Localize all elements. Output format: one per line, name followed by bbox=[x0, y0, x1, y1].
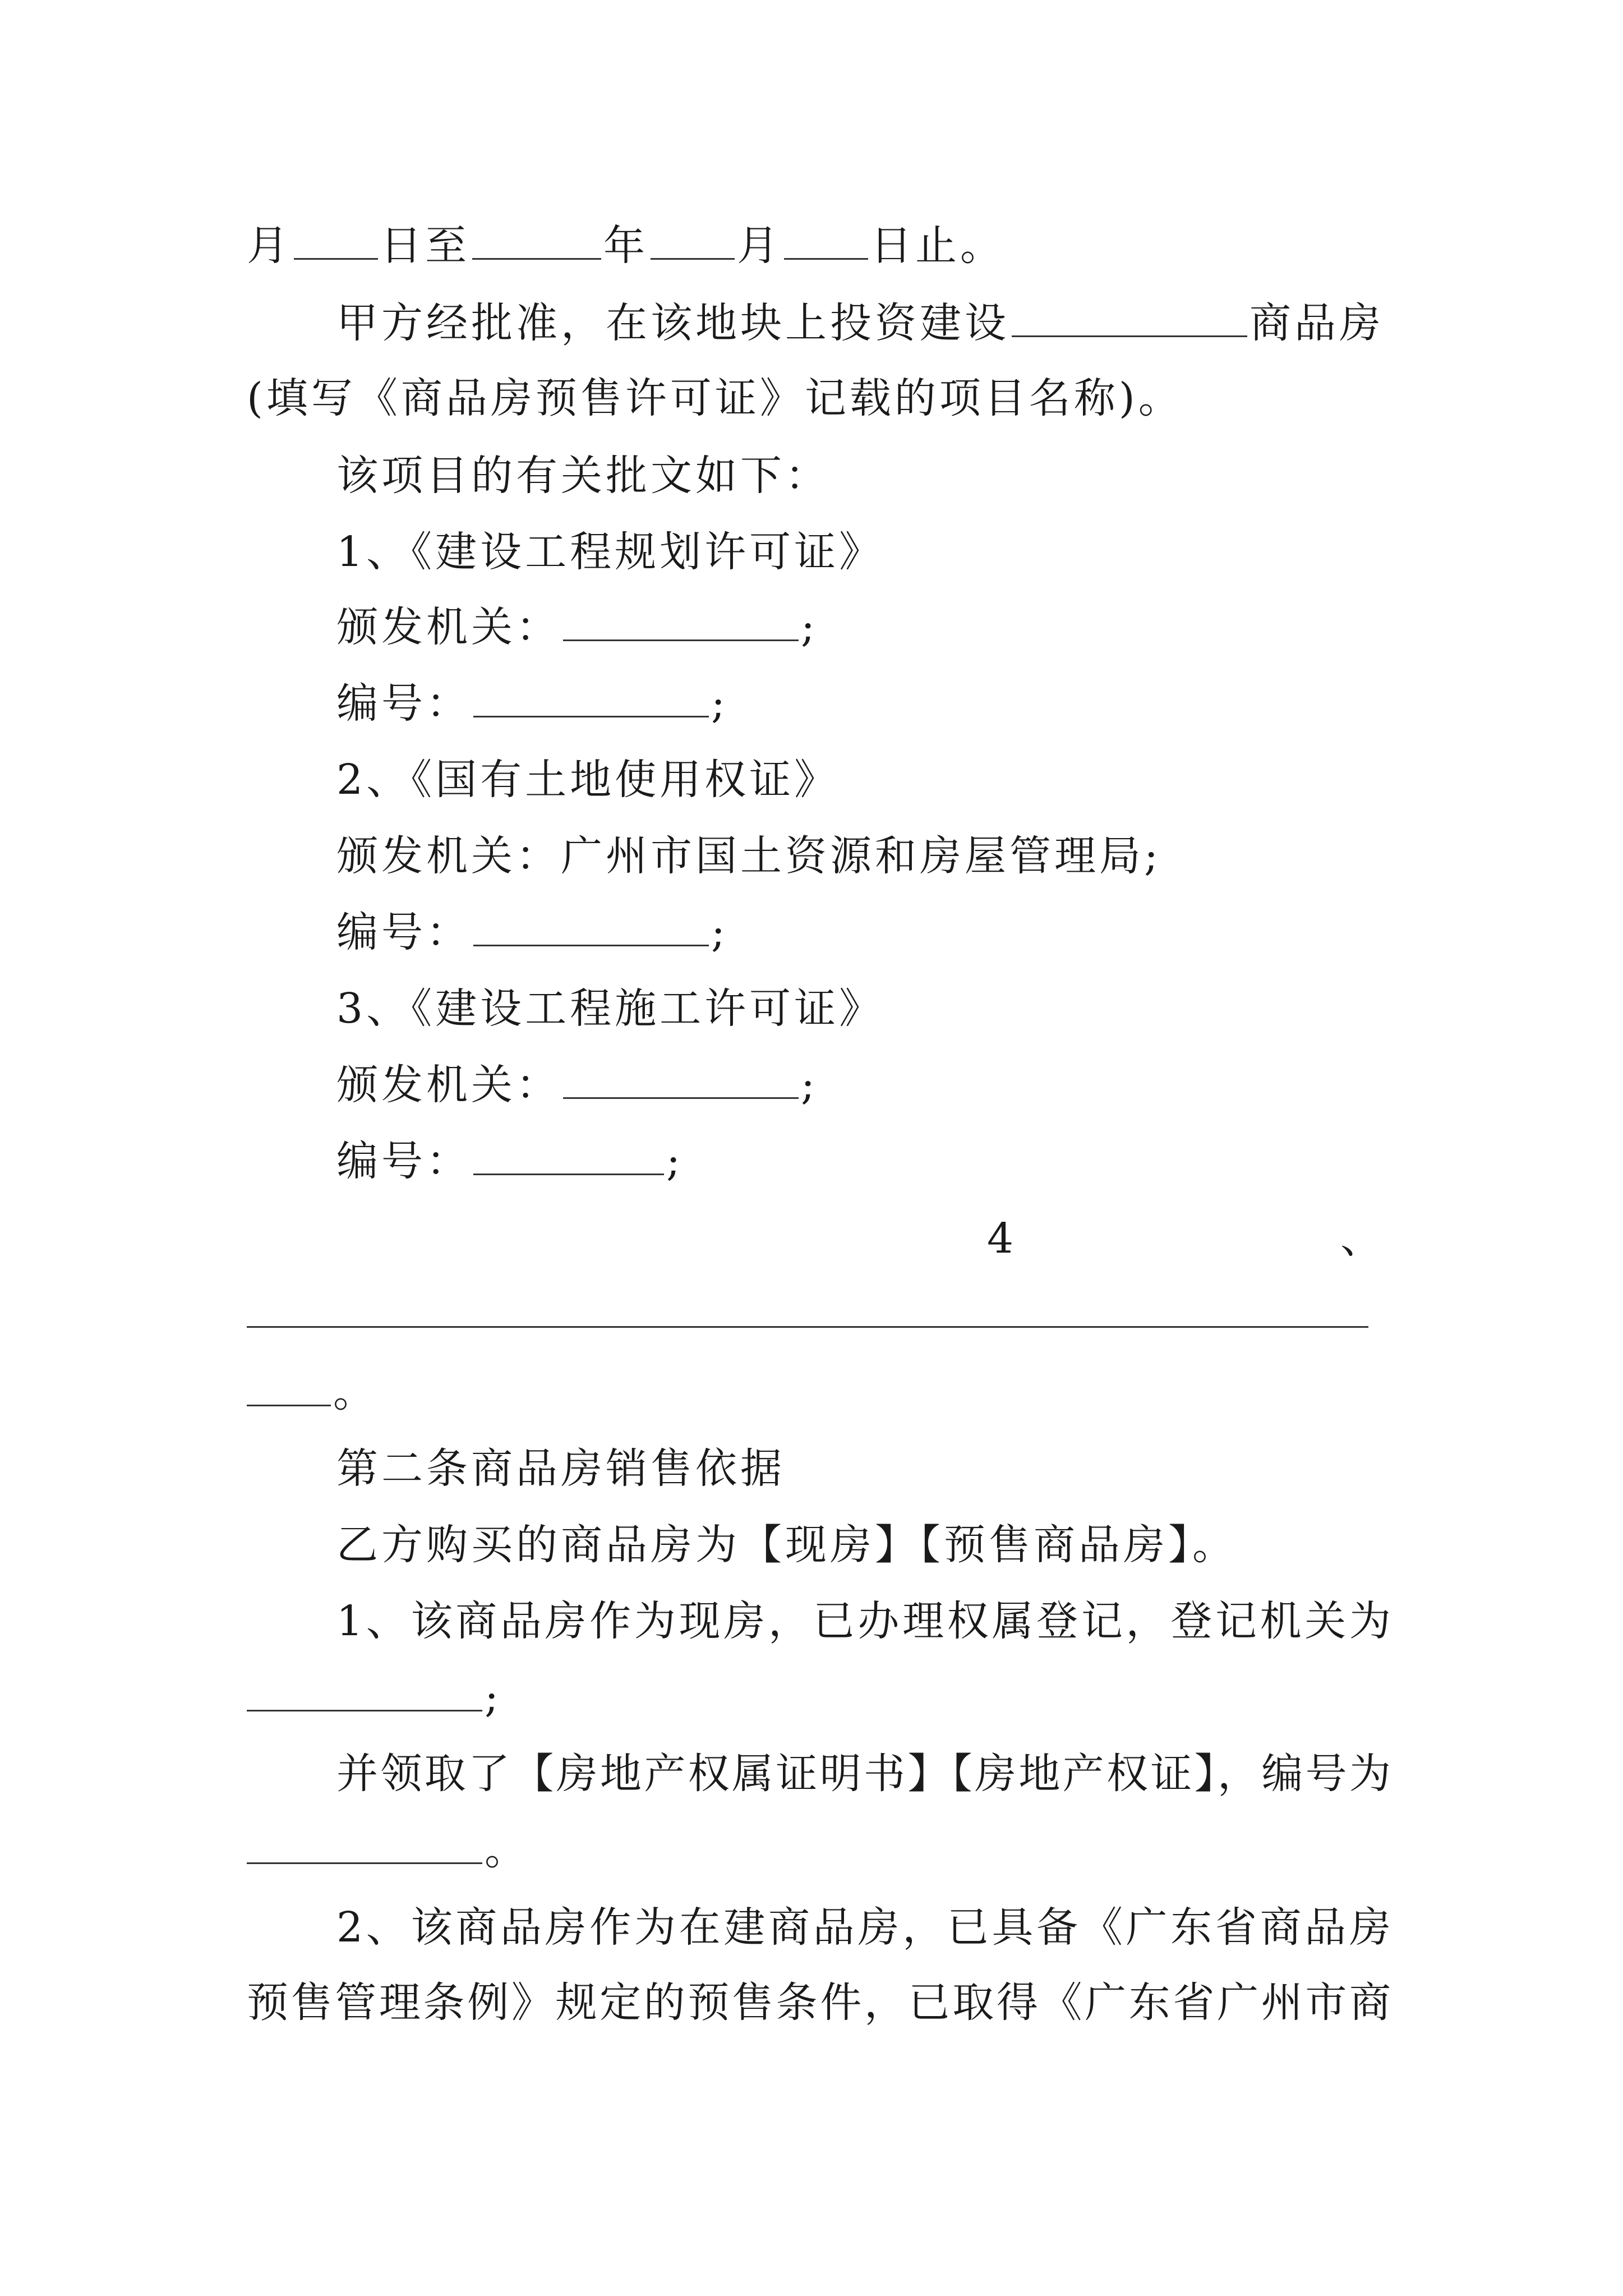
item4-separator: 、 bbox=[1340, 1214, 1385, 1263]
date-range-line bbox=[247, 218, 1391, 274]
permit1-number-end: ; bbox=[711, 679, 728, 728]
text-commercial-housing: 商品房 bbox=[1249, 299, 1384, 347]
blank-month bbox=[651, 223, 735, 260]
text-year: 年 bbox=[603, 222, 648, 270]
blank-year bbox=[472, 223, 601, 260]
permit3-number-line bbox=[336, 1133, 1481, 1189]
article2-intro: 乙方购买的商品房为【现房】【预售商品房】。 bbox=[336, 1521, 1237, 1569]
article2-p1-line2 bbox=[247, 1669, 1391, 1726]
item4-end-line bbox=[247, 1364, 1391, 1420]
item4-end-blank bbox=[247, 1370, 331, 1406]
permit3-issuer-line bbox=[336, 1057, 1481, 1113]
article2-p2-line2: 预售管理条例》规定的预售条件，已取得《广东省广州市商 bbox=[247, 1978, 1391, 2027]
text-month-2: 月 bbox=[737, 222, 782, 270]
article2-p1-line4-end: 。 bbox=[485, 1826, 529, 1874]
article2-p1-line4 bbox=[247, 1822, 1391, 1878]
permit2-number-line bbox=[336, 904, 1481, 960]
permit2-issuer-line: 颁发机关：广州市国土资源和房屋管理局; bbox=[336, 832, 1161, 880]
permit1-number-label: 编号： bbox=[336, 679, 471, 728]
permit3-number-blank bbox=[473, 1139, 664, 1175]
article2-p2-line1: 2、该商品房作为在建商品房，已具备《广东省商品房 bbox=[336, 1903, 1391, 1952]
article2-p1-line3: 并领取了【房地产权属证明书】【房地产权证】，编号为 bbox=[336, 1750, 1391, 1798]
item4-full-blank bbox=[247, 1326, 1368, 1328]
text-project-intro: 甲方经批准，在该地块上投资建设 bbox=[336, 299, 1009, 347]
article2-p1-line2-end: ; bbox=[485, 1673, 502, 1722]
article2-title: 第二条商品房销售依据 bbox=[336, 1444, 785, 1493]
permit1-number-blank bbox=[473, 681, 709, 717]
project-note-line: (填写《商品房预售许可证》记载的项目名称)。 bbox=[247, 374, 1183, 422]
project-line bbox=[336, 295, 1391, 351]
permit2-number-blank bbox=[473, 910, 709, 946]
permit1-number-line bbox=[336, 675, 1481, 731]
item4-end: 。 bbox=[333, 1368, 378, 1416]
permit3-issuer-label: 颁发机关： bbox=[336, 1061, 561, 1109]
approvals-intro: 该项目的有关批文如下： bbox=[336, 452, 830, 500]
permit3-issuer-blank bbox=[563, 1062, 799, 1099]
blank-end-day bbox=[784, 223, 868, 260]
blank-project-name bbox=[1012, 301, 1247, 337]
permit1-issuer-blank bbox=[563, 605, 799, 641]
permit1-issuer-end: ; bbox=[801, 603, 818, 651]
text-month: 月 bbox=[247, 222, 292, 270]
permit1-issuer-line bbox=[336, 599, 1481, 655]
permit3-title: 3、《建设工程施工许可证》 bbox=[336, 984, 884, 1033]
article2-p1-line1: 1、该商品房作为现房，已办理权属登记，登记机关为 bbox=[336, 1597, 1391, 1645]
permit2-title: 2、《国有土地使用权证》 bbox=[336, 756, 840, 804]
item4-number: 4 bbox=[987, 1214, 1017, 1263]
permit3-number-label: 编号： bbox=[336, 1137, 471, 1185]
blank-day bbox=[294, 223, 378, 260]
permit2-number-label: 编号： bbox=[336, 908, 471, 956]
permit3-number-end: ; bbox=[666, 1137, 684, 1185]
certificate-number-blank bbox=[247, 1828, 482, 1864]
permit1-issuer-label: 颁发机关： bbox=[336, 603, 561, 651]
registration-authority-blank bbox=[247, 1675, 482, 1711]
text-to-day: 日至 bbox=[380, 222, 470, 270]
permit3-issuer-end: ; bbox=[801, 1061, 818, 1109]
text-end: 日止。 bbox=[870, 222, 1005, 270]
permit2-number-end: ; bbox=[711, 908, 728, 956]
permit1-title: 1、《建设工程规划许可证》 bbox=[336, 528, 884, 576]
